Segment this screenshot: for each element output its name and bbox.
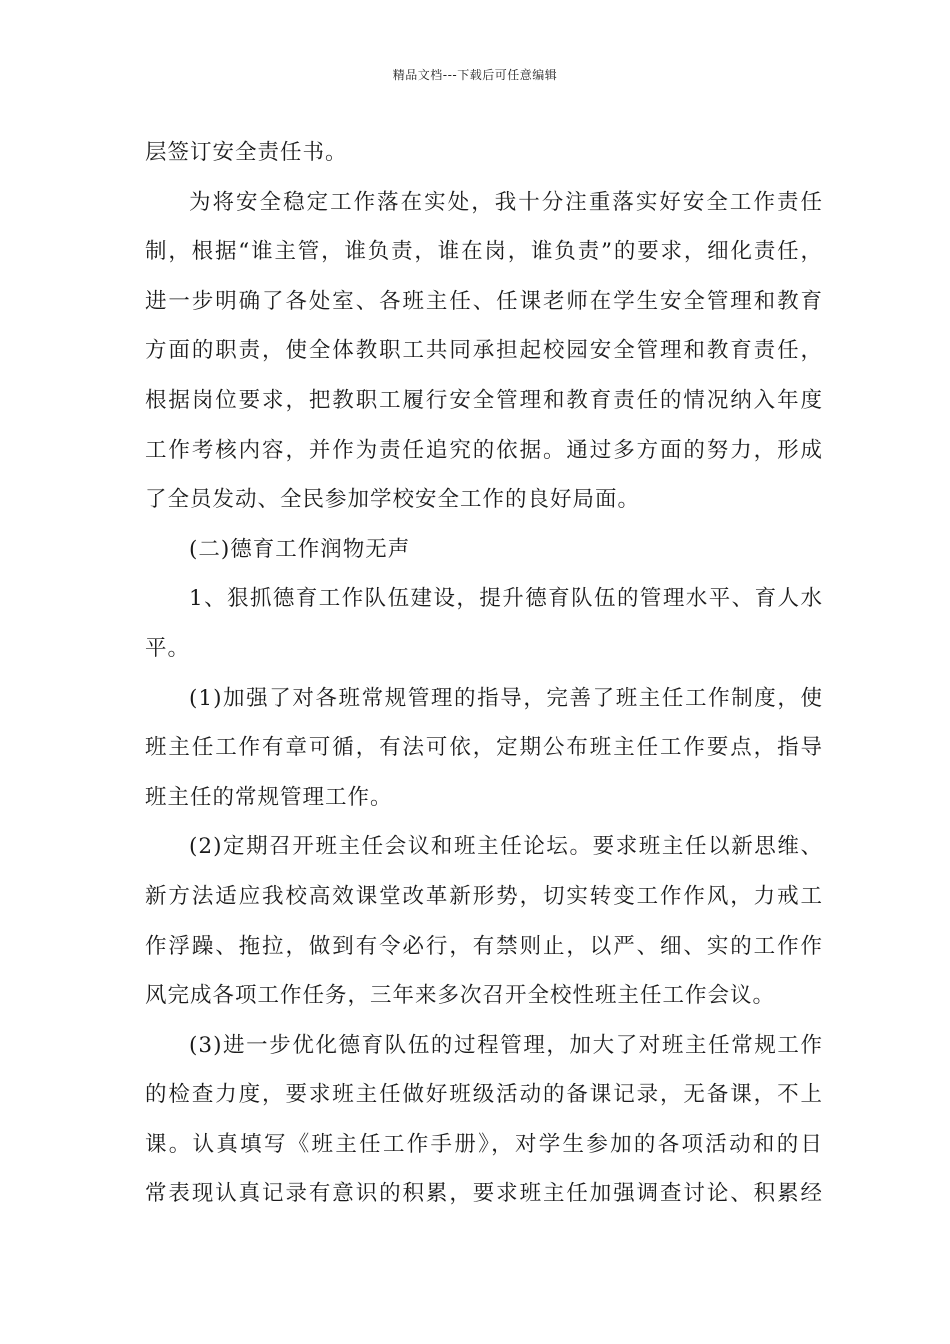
text-line: 进一步明确了各处室、各班主任、任课老师在学生安全管理和教育 <box>145 288 823 314</box>
section-heading: (二)德育工作润物无声 <box>189 536 411 562</box>
text-line: 风完成各项工作任务，三年来多次召开全校性班主任工作会议。 <box>145 983 776 1009</box>
text-line: 平。 <box>145 635 191 661</box>
text-line: 工作考核内容，并作为责任追究的依据。通过多方面的努力，形成 <box>145 437 823 463</box>
text-line: 班主任的常规管理工作。 <box>145 784 393 810</box>
page-header: 精品文档---下载后可任意编辑 <box>392 68 558 82</box>
document-body <box>145 128 823 1219</box>
text-line: 制，根据“谁主管，谁负责，谁在岗，谁负责”的要求，细化责任， <box>145 239 823 265</box>
text-line: 方面的职责，使全体教职工共同承担起校园安全管理和教育责任， <box>145 338 823 364</box>
text-line: 班主任工作有章可循，有法可依，定期公布班主任工作要点，指导 <box>145 735 823 761</box>
text-line: 的检查力度，要求班主任做好班级活动的备课记录，无备课，不上 <box>145 1082 823 1108</box>
text-line: (2)定期召开班主任会议和班主任论坛。要求班主任以新思维、 <box>189 834 823 860</box>
text-line: (3)进一步优化德育队伍的过程管理，加大了对班主任常规工作 <box>189 1032 823 1058</box>
text-line: 常表现认真记录有意识的积累，要求班主任加强调查讨论、积累经 <box>145 1181 823 1207</box>
text-line: 新方法适应我校高效课堂改革新形势，切实转变工作作风，力戒工 <box>145 883 823 909</box>
text-line: 作浮躁、拖拉，做到有令必行，有禁则止，以严、细、实的工作作 <box>145 933 823 959</box>
text-line: 1、狠抓德育工作队伍建设，提升德育队伍的管理水平、育人水 <box>189 586 823 612</box>
text-line: 课。认真填写《班主任工作手册》，对学生参加的各项活动和的日 <box>145 1131 823 1157</box>
text-line: 为将安全稳定工作落在实处，我十分注重落实好安全工作责任 <box>189 189 823 215</box>
text-line: 了全员发动、全民参加学校安全工作的良好局面。 <box>145 487 641 513</box>
text-line: (1)加强了对各班常规管理的指导，完善了班主任工作制度，使 <box>189 685 823 711</box>
text-line: 根据岗位要求，把教职工履行安全管理和教育责任的情况纳入年度 <box>145 387 823 413</box>
text-line: 层签订安全责任书。 <box>145 140 348 165</box>
